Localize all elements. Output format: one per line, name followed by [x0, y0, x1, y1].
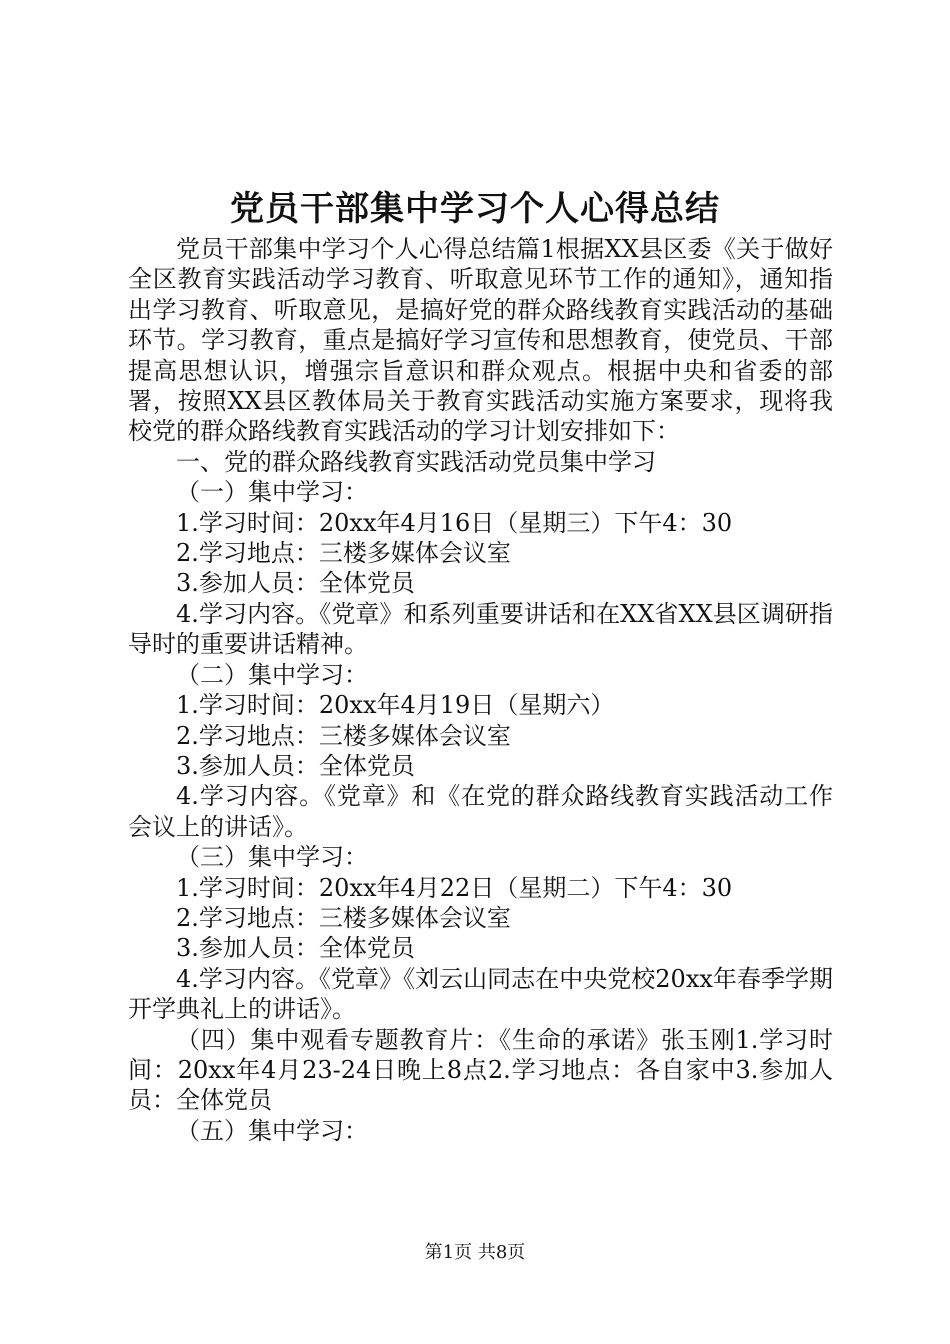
document-title: 党员干部集中学习个人心得总结	[230, 189, 720, 229]
list-item-time-3: 1.学习时间：20xx年4月22日（星期二）下午4：30	[176, 873, 733, 902]
document-body	[128, 234, 833, 1146]
list-item-content-3: 4.学习内容。《党章》《刘云山同志在中央党校20xx年春季学期开学典礼上的讲话》。	[128, 964, 833, 1024]
list-item-time-2: 1.学习时间：20xx年4月19日（星期六）	[176, 691, 615, 720]
list-item-content-1: 4.学习内容。《党章》和系列重要讲话和在XX省XX县区调研指导时的重要讲话精神。	[128, 599, 833, 659]
list-item-content-2: 4.学习内容。《党章》和《在党的群众路线教育实践活动工作会议上的讲话》。	[128, 782, 833, 841]
subsection-heading-5: （五）集中学习：	[176, 1116, 368, 1145]
list-item-attendees-3: 3.参加人员：全体党员	[176, 934, 415, 963]
list-item-attendees-2: 3.参加人员：全体党员	[176, 751, 415, 780]
list-item-place-1: 2.学习地点：三楼多媒体会议室	[176, 539, 511, 568]
list-item-time-1: 1.学习时间：20xx年4月16日（星期三）下午4：30	[176, 508, 733, 537]
list-item-attendees-1: 3.参加人员：全体党员	[176, 569, 415, 598]
subsection-heading-2: （二）集中学习：	[176, 660, 368, 689]
subsection-heading-4: （四）集中观看专题教育片：《生命的承诺》张玉刚1.学习时间：20xx年4月23-24日晚上8点2.学习地点：各自家中3.参加人员：全体党员	[128, 1025, 833, 1115]
section-heading-1: 一、党的群众路线教育实践活动党员集中学习	[176, 447, 656, 476]
list-item-place-3: 2.学习地点：三楼多媒体会议室	[176, 903, 511, 932]
paragraph-intro: 党员干部集中学习个人心得总结篇1根据XX县区委《关于做好全区教育实践活动学习教育、听取意见环节工作的通知》，通知指出学习教育、听取意见，是搞好党的群众路线教育实践活动的基础环节。学习教育，重点是搞好学习宣传和思想教育，使党员、干部提高思想认识，增强宗旨意识和群众观点。根据中央和省委的部署，按照XX县区教体局关于教育实践活动实施方案要求，现将我校党的群众路线教育实践活动的学习计划安排如下：	[128, 235, 833, 446]
list-item-place-2: 2.学习地点：三楼多媒体会议室	[176, 721, 511, 750]
subsection-heading-1: （一）集中学习：	[176, 478, 368, 507]
subsection-heading-3: （三）集中学习：	[176, 843, 368, 872]
page-footer: 第1页 共8页	[424, 1242, 526, 1263]
